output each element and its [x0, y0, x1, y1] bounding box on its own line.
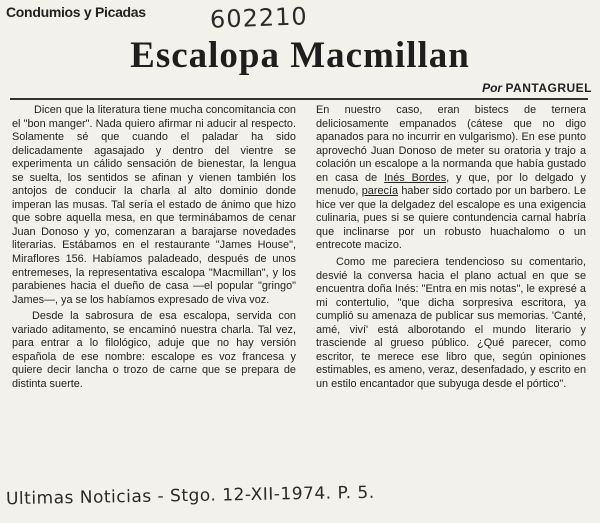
right-paragraph-1-mid: , y que, por lo delgado y menudo, [316, 171, 586, 198]
right-paragraph-2: Como me pareciera tendencioso su comentario, desvié la conversa hacia el plano actual en que se encuentra doña Inés: "Entra en mis notas", le expresé a mi contertulio, "que dicha sorpresiva escritora, ya cumplió su amenaza de publicar sus memorias. 'Canté, amé, viví' está alborotando el mundo literario y trasciende al grueso público. ¿Qué parecer, como escritor, te merece ese libro que, según opiniones estimables, es ameno, veraz, desenfadado, y escrito en un estilo encantador que subyuga desde el pórtico". [316, 256, 586, 390]
right-paragraph-1-text: En nuestro caso, eran bistecs de ternera deliciosamente empanados (cátese que no digo apanados para no incurrir en vulgarismo). En ese punto aprovechó Juan Donoso de meter su oratoria y trajo a colación un escalope a la normanda que había gustado en casa de [316, 104, 586, 184]
handwritten-source-note: Ultimas Noticias - Stgo. 12-XII-1974. P. 5. [5, 482, 375, 510]
byline-author: PANTAGRUEL [505, 81, 592, 95]
article-title: Escalopa Macmillan [130, 35, 470, 76]
byline [482, 81, 592, 95]
left-column [12, 104, 296, 391]
section-header: Condumios y Picadas [6, 4, 146, 20]
header-rule [10, 98, 588, 100]
underlined-word: parecía [361, 185, 399, 198]
left-paragraph-2: Desde la sabrosura de esa escalopa, servida con variado aditamento, se encaminó nuestra charla. Tal vez, para entrar a lo filológico, aduje que no hay versión española de ese nombre: escalope es voz francesa y quiere decir lancha o trozo de carne que se prepara de distinta suerte. [12, 310, 296, 390]
byline-prefix: Por [482, 81, 503, 95]
left-paragraph-1: Dicen que la literatura tiene mucha concomitancia con el "bon manger". Nada quiero afirmar ni aducir al respecto. Solamente sé que cuando el paladar ha sido delicadamente agasajado y dentro del vientre se experimenta un cálido sensación de bienestar, la lengua se suelta, los sentidos se afinan y vienen también los antojos de conducir la charla al alto dominio donde imperan las musas. Tal sería el estado de ánimo que hizo que sobre aquella mesa, en que terminábamos de cenar Juan Donoso y yo, comenzaran a barajarse novedades literarias. Estábamos en el restaurante "James House", Miraflores 156. Habíamos paladeado, después de unos entremeses, la representativa escalopa "Macmillan", y los parabienes hacia el dueño de casa —el popular "gringo" James—, ya se los habíamos expresado de viva voz. [12, 104, 296, 306]
right-paragraph-1 [316, 104, 586, 253]
underlined-name: Inés Bordes [384, 171, 447, 184]
right-paragraph-1-end: haber sido cortado por un barbero. Le hice ver que la delgadez del escalope es una exigencia culinaria, pues si se quiere contundencia carnal habría que inclinarse por un robusto huachalomo o un entrecote macizo. [316, 185, 586, 252]
handwritten-catalog-number: 602210 [209, 2, 309, 34]
right-column [316, 104, 586, 391]
